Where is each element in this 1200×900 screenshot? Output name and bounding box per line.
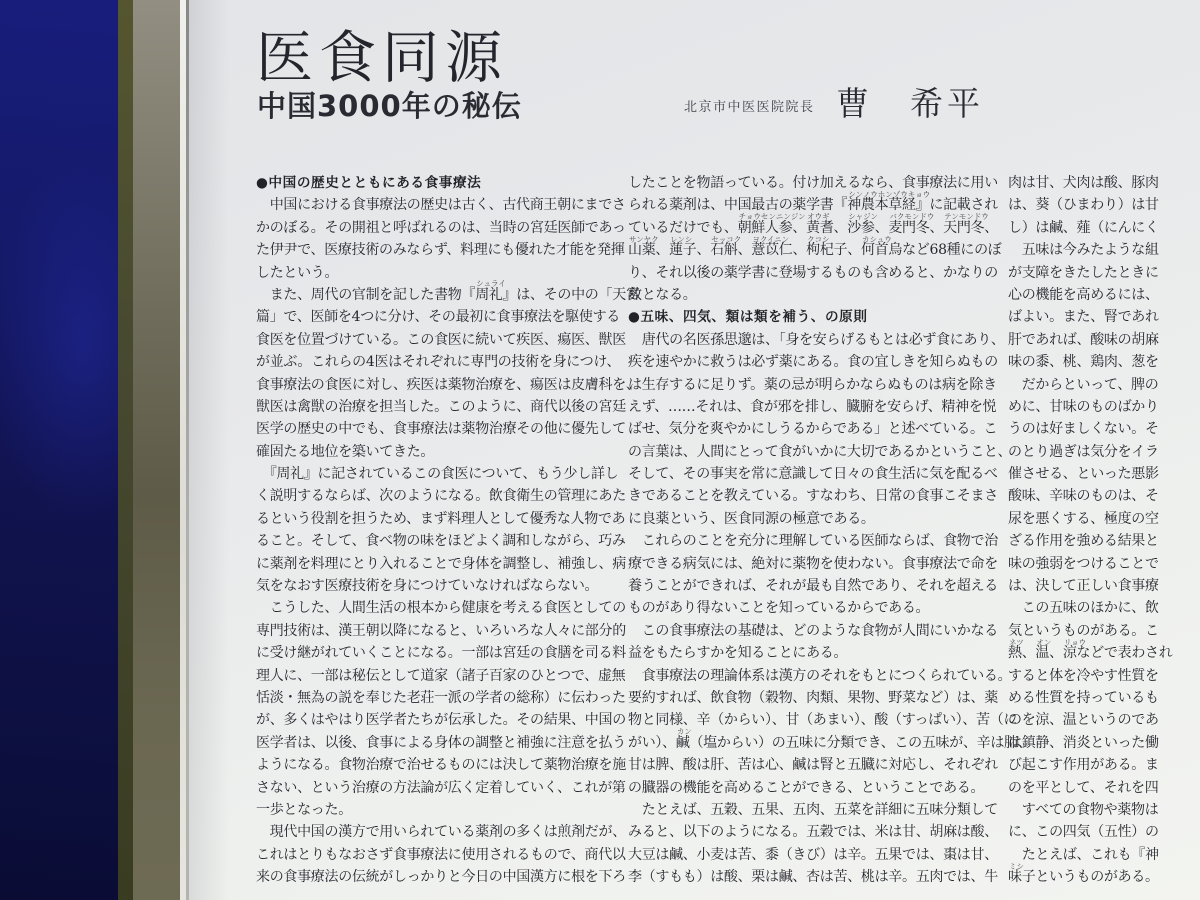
text-line: は、葵（ひまわり）は甘 [1008, 197, 1159, 214]
text-line: 専門技術は、漢王朝以降になると、いろいろな人々に部分的 [256, 622, 626, 639]
ruby-annotated-word: 沙参 シャジン [847, 212, 878, 236]
text-line: みると、以下のようになる。五穀では、米は甘、胡麻は酸、 [628, 824, 998, 841]
text-line: に、この四気（五性）の [1008, 824, 1159, 841]
text-line: 食事療法の理論体系は漢方のそれをもとにつくられている。 [628, 667, 1012, 684]
text-line: ること。そして、食べ物の味をほどよく調和しながら、巧み [256, 533, 626, 550]
page-title: 医食同源 [256, 25, 508, 91]
author-role: 北京市中医医院院長 [684, 100, 815, 115]
text-line: したという。 [256, 264, 339, 281]
ruby-annotated-word: 温 オン [1035, 637, 1052, 662]
ruby-annotated-word: 蓮子 レンシ [669, 234, 697, 259]
text-line: のとり過ぎは気分をイラ [1008, 443, 1159, 460]
text-line: 確固たる地位を築いてきた。 [256, 443, 435, 460]
text-line: 篇」で、医師を4つに分け、その最初に食事療法を駆使する [256, 309, 620, 326]
text-line: 中国における食事療法の歴史は古く、古代商王朝にまでさ [256, 197, 626, 214]
text-line: ものがあり得ないことを知っているからである。 [628, 600, 930, 617]
text-line: そして、その事実を常に意識して日々の食生活に気を配るべ [628, 466, 998, 483]
ruby-annotated-word: 山薬 サンヤク [628, 234, 659, 259]
book-cover-edge [133, 0, 180, 900]
text-line: 疾を速やかに救うは必ず薬にある。食の宜しきを知らぬもの [628, 354, 998, 371]
text-line: 甘は脾、酸は肝、苦は心、鹹は腎と五臓に対応し、それぞれ [628, 757, 998, 774]
text-line: は鎮静、消炎といった働 [1008, 734, 1159, 751]
text-line: が並ぶ。これらの4医はそれぞれに専門の技術を身につけ、 [256, 354, 621, 371]
author-name: 曹 希平 [836, 84, 984, 123]
text-line: 大豆は鹹、小麦は苦、黍（きび）は辛。五果では、棗は甘、 [628, 846, 998, 863]
text-line: 熱 ネツ 、温 オン 、涼 リョウ などで表わされ [1008, 637, 1173, 662]
text-line: める性質を持っているも [1008, 689, 1159, 706]
text-line: また、周代の官制を記した書物『周礼 シュライ 』は、その中の「天宮 [256, 279, 640, 303]
text-line: だからといって、脾の [1008, 376, 1159, 393]
book-spine-edge [118, 0, 133, 900]
text-line: 療できる病気には、絶対に薬物を使わない。食事療法で命を [628, 555, 998, 572]
ruby-annotated-word: 朝鮮人参 チョウセンニンジン [737, 212, 806, 236]
text-line: が支障をきたしたときに [1008, 264, 1159, 281]
text-line: 益をもたらすかを知ることにある。 [628, 645, 848, 662]
ruby-annotated-word: 熱 ネツ [1008, 637, 1024, 662]
text-line: 食医を位置づけている。この食医に続いて疾医、瘍医、獣医 [256, 331, 626, 348]
text-line: きであることを教えている。すなわち、日常の食事こそまさ [628, 488, 998, 505]
text-line: 気をなおす医療技術を身につけていなければならない。 [256, 578, 599, 595]
text-line: 要約すれば、飲食物（穀物、肉類、果物、野菜など）は、薬 [628, 689, 998, 706]
text-line: がい）、鹹 カン （塩からい）の五味に分類でき、この五味が、辛は肺、 [628, 727, 1032, 751]
text-line: に薬剤を料理にとり入れることで身体を調整し、補強し、病 [256, 555, 626, 572]
text-line: く説明するならば、次のようになる。飲食衛生の管理にあた [256, 488, 626, 505]
text-line: ●五味、四気、類は類を補う、の原則 [628, 309, 868, 326]
text-line: 肉は甘、犬肉は酸、豚肉 [1008, 175, 1159, 191]
text-line: ばよい。また、腎であれ [1008, 309, 1159, 326]
text-line: は、決して正しい食事療 [1008, 578, 1159, 595]
text-line: 数となる。 [628, 286, 697, 303]
text-line: えず、……それは、食が邪を排し、臓腑を安らげ、精神を悦 [628, 398, 997, 415]
text-line: 唐代の名医孫思邈は、「身を安らげるもとは必ず食にあり、 [628, 331, 1005, 348]
text-column-1 [256, 172, 640, 889]
ruby-annotated-word: 天門冬 テンモンドウ [943, 212, 989, 236]
text-line: こうした、人間生活の根本から健康を考える食医としての [256, 600, 626, 617]
text-line: た伊尹で、医療技術のみならず、料理にも優れた才能を発揮 [256, 242, 625, 259]
text-line: 山薬 サンヤク 、蓮子 レンシ 、石斛 セッコク 、薏苡仁 ヨクイニン 、枸杞子 クコシ 、何首烏 カシュウ など68種にのぼ [628, 234, 1002, 259]
text-line: 理人に、一部は秘伝として道家（諸子百家のひとつで、虚無 [256, 667, 626, 684]
text-line: 一歩となった。 [256, 801, 352, 818]
text-line: の言葉は、人間にとって食がいかに大切であるかということ、 [628, 443, 1012, 460]
text-line: この五味のほかに、飲 [1008, 600, 1159, 617]
ruby-annotated-word: 枸杞子 クコシ [806, 234, 848, 259]
text-line: ばせ、気分を爽やかにしうるからである」と述べている。こ [628, 421, 998, 438]
text-line: かのぼる。その開祖と呼ばれるのは、当時の宮廷医師であっ [256, 219, 626, 236]
text-line: 獣医は禽獣の治療を担当した。このように、商代以後の宮廷 [256, 398, 626, 415]
text-line: 医学者は、以後、食事による身体の調整と補強に注意を払う [256, 734, 626, 751]
text-line: 味の黍、桃、鶏肉、葱を [1008, 354, 1159, 371]
text-line: 『周礼』に記されているこの食医について、もう少し詳し [256, 466, 619, 483]
text-line: めに、甘味のものばかり [1008, 398, 1159, 415]
text-line: すると体を冷やす性質を [1008, 667, 1159, 684]
text-line: り、それ以後の薬学書に登場するものも含めると、かなりの [628, 264, 998, 281]
velvet-background [0, 0, 118, 900]
text-line: び起こす作用がある。ま [1008, 757, 1159, 774]
text-line: すべての食物や薬物は [1008, 801, 1159, 818]
text-line: 物と同様、辛（からい）、甘（あまい）、酸（すっぱい）、苦（に [628, 712, 1018, 729]
text-line: の臓器の機能を高めることができる、ということである。 [628, 779, 985, 796]
text-line: 酸味、辛味のものは、そ [1008, 488, 1159, 505]
text-line: たとえば、五穀、五果、五肉、五菜を詳細に五味分類して [628, 801, 998, 818]
text-line: 気というものがある。こ [1008, 622, 1159, 639]
ruby-annotated-word: 周礼 シュライ [475, 279, 506, 303]
text-line: のを平として、それを四 [1008, 779, 1159, 796]
text-line: し）は鹹、薤（にんにく [1008, 219, 1159, 236]
text-line: これはとりもなおさず食事療法に使用されるもので、商代以 [256, 846, 626, 863]
text-line: に受け継がれていくことになる。一部は宮廷の食膳を司る料 [256, 645, 626, 662]
text-line: うのは好ましくない。そ [1008, 421, 1159, 438]
text-line: 李（すもも）は酸、栗は鹹、杏は苦、桃は辛。五肉では、牛 [628, 869, 998, 886]
ruby-annotated-word: 味子 ミシ [1008, 861, 1036, 886]
text-column-3 [1008, 172, 1200, 889]
text-line: が、多くはやはり医学者たちが伝承した。その結果、中国の [256, 712, 626, 729]
text-line: 恬淡・無為の説を奉じた老荘一派の学者の総称）に伝わった [256, 689, 626, 706]
text-line: 来の食事療法の伝統がしっかりと今日の中国漢方に根を下ろ [256, 869, 626, 886]
text-line: るという役割を担うため、まず料理人として優秀な人物であ [256, 510, 626, 527]
text-line: 尿を悪くする、極度の空 [1008, 510, 1159, 527]
ruby-annotated-word: 麦門冬 バクモンドウ [888, 212, 935, 236]
text-line: さない、という治療の方法論が広く定着していく、これが第 [256, 779, 626, 796]
text-line: ているだけでも、朝鮮人参 チョウセンニンジン 、黄耆 オウギ 、沙参 シャジン 、麦門冬 バクモンドウ 、天門冬 テンモンドウ 、 [628, 212, 998, 236]
text-line: たとえば、これも『神 [1008, 846, 1159, 863]
text-line: 心の機能を高めるには、 [1008, 286, 1159, 303]
text-line: したことを物語っている。付け加えるなら、食事療法に用い [628, 175, 998, 191]
ruby-annotated-word: 石斛 セッコク [710, 234, 742, 259]
text-line: 医学の歴史の中でも、食事療法は薬物治療その他に優先して [256, 421, 626, 438]
ruby-annotated-word: 神農本草経 シンノウホンゾウキョウ [847, 189, 931, 214]
text-line: は生存するに足りず。薬の忌が明らかならぬものは病を除き [628, 376, 997, 393]
text-line: この食事療法の基礎は、どのような食物が人間にいかなる [628, 622, 998, 639]
text-line: ようになる。食物治療で治せるものには決して薬物治療を施 [256, 757, 626, 774]
text-line: ●中国の歴史とともにある食事療法 [256, 175, 482, 191]
ruby-annotated-word: 鹹 カン [675, 727, 692, 751]
text-line: これらのことを充分に理解している医師ならば、食物で治 [628, 533, 998, 550]
text-line: ざる作用を強める結果と [1008, 533, 1159, 550]
ruby-annotated-word: 涼 リョウ [1062, 637, 1087, 662]
text-line: 肝であれば、酸味の胡麻 [1008, 331, 1159, 348]
page-gutter-shade [189, 0, 229, 900]
text-line: 養うことができれば、それが最も自然であり、それを超える [628, 578, 998, 595]
text-line: 味の強弱をつけることで [1008, 555, 1159, 572]
page-subtitle: 中国3000年の秘伝 [257, 89, 522, 123]
text-line: に良薬という、医食同源の極意である。 [628, 510, 875, 527]
text-line: られる薬剤は、中国最古の薬学書『神農本草経 シンノウホンゾウキョウ 』に記載され [628, 189, 998, 214]
text-line: のを涼、温というのであ [1008, 712, 1159, 729]
ruby-annotated-word: 薏苡仁 ヨクイニン [751, 234, 793, 259]
text-line: 食事療法の食医に対し、疾医は薬物治療を、瘍医は皮膚科を、 [256, 376, 640, 393]
text-line: 催させる、といった悪影 [1008, 466, 1159, 483]
ruby-annotated-word: 何首烏 カシュウ [860, 234, 903, 259]
text-line: 現代中国の漢方で用いられている薬剤の多くは煎剤だが、 [256, 824, 626, 841]
text-line: 五味は今みたような組 [1008, 242, 1159, 259]
ruby-annotated-word: 黄耆 オウギ [806, 212, 834, 236]
text-line: 味子 ミシ というものがある。 [1008, 861, 1159, 886]
